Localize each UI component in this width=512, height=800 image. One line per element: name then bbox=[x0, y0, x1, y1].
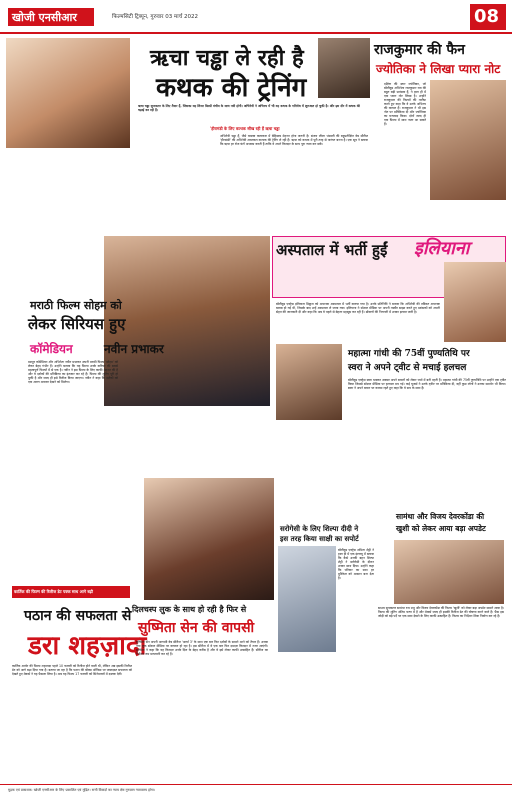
shilpa-photo bbox=[278, 546, 336, 652]
ileana-headline-1: अस्पताल में भर्ती हुईं bbox=[276, 241, 388, 259]
shilpa-headline-2: इस तरह किया साक्षी का सपोर्ट bbox=[280, 534, 359, 543]
shilpa-body: बॉलीवुड एक्ट्रेस शमिता शेट्टी ने हाल ही में एक इंटरव्यू में बताया कि कैसे उनकी बहन शिल्पा शेट्टी ने सरोगेसी के दौरान उनका साथ दिया। उन्होंने कहा कि परिवार का साथ हर मुश्किल को आसान बना देता है। bbox=[338, 548, 374, 580]
brand-name: खोजी एनसीआर bbox=[12, 11, 77, 24]
samantha-headline-2: खुशी को लेकर आया बड़ा अपडेट bbox=[396, 524, 486, 533]
pathaan-body: कार्तिक आर्यन की फिल्म शहजादा पहले 10 फरवरी को रिलीज होने वाली थी, लेकिन अब इसकी रिलीज डेट को आगे बढ़ा दिया गया है। बताया जा रहा है कि पठान की बॉक्स ऑफिस पर जबरदस्त सफलता को देखते हुए मेकर्स ने यह फैसला लिया है। अब यह फिल्म 17 फरवरी को सिनेमाघरों में दस्तक देगी। bbox=[12, 664, 132, 676]
footer-text: मुद्रक एवं प्रकाशक: खोजी एनसीआर के लिए प्रकाशित एवं मुद्रित। सभी विवादों का न्याय क्षेत्र गुरुग्राम न्यायालय होगा। bbox=[8, 788, 156, 792]
ileana-photo bbox=[444, 262, 506, 342]
ileana-headline-2: इलियाना bbox=[414, 238, 470, 259]
navin-headline-2: कॉमेडियन bbox=[30, 342, 73, 356]
page-number: 08 bbox=[474, 6, 500, 27]
jyotika-photo bbox=[430, 80, 506, 200]
richa-subhead: 'हीरामंडी के लिए कत्थक सीख रही हैं ऋचा चड्ढा bbox=[210, 126, 280, 131]
sushmita-headline-2: सुष्मिता सेन की वापसी bbox=[138, 620, 255, 636]
sushmita-headline-1: दिलचस्प लुक के साथ हो रही है फिर से bbox=[132, 604, 247, 614]
header-rule bbox=[0, 32, 512, 34]
footer-rule bbox=[0, 784, 512, 785]
edition-meta: फिल्मसिटी ट्रिब्यून, गुरुवार 03 मार्च 2022 bbox=[112, 14, 198, 20]
sushmita-body: सुष्मिता सेन अपनी आगामी वेब सीरीज 'आर्या 3' के साथ एक बार फिर दर्शकों के सामने आने को तैयार हैं। उनका नया लुक सोशल मीडिया पर वायरल हो रहा है। इस सीरीज में वे एक बार फिर दमदार किरदार में नजर आएंगी। सुष्मिता ने कहा कि यह किरदार उनके दिल के बेहद करीब है और वे इसे लेकर काफी उत्साहित हैं। सीरीज का निर्देशन राम माधवानी कर रहे हैं। bbox=[136, 640, 268, 656]
navin-headline-1: लेकर सिरियस हुए bbox=[28, 315, 126, 333]
rajkummar-photo bbox=[318, 38, 370, 98]
rajkummar-headline-2: ज्योतिका ने लिखा प्यारा नोट bbox=[376, 62, 501, 76]
richa-headline-1: ऋचा चड्ढा ले रही है bbox=[150, 45, 304, 71]
navin-caption: कार्तिक की फिल्म की रिलीज डेट पक्क साथ आगे बढ़ी bbox=[14, 589, 93, 594]
rajkummar-body: दक्षिण की स्टार ज्योतिका, जो बॉलीवुड अभिनेता राजकुमार राव की बहुत बड़ी प्रशंसक हैं, ने हाल ही में एक प्यारा नोट लिखा है। उन्होंने राजकुमार की फिल्मों की तारीफ करते हुए कहा कि वे उनके अभिनय की कायल हैं। राजकुमार ने भी इस नोट पर प्रतिक्रिया दी और ज्योतिका का धन्यवाद किया। दोनों जल्द ही एक फिल्म में साथ नजर आ सकते हैं। bbox=[384, 82, 426, 126]
navin-headline-3: नवीन प्रभाकर bbox=[104, 342, 164, 356]
richa-photo bbox=[6, 38, 130, 148]
swara-headline-1: महात्मा गांधी की 75वीं पुण्यतिथि पर bbox=[348, 349, 470, 359]
swara-photo bbox=[276, 344, 342, 420]
richa-body: अभिनेत्री चड्ढा हैं, जैसे वास्तव कलाकार में बेहिसाब मेहनत होना जरूरी है। संजय लीला भंसाली की बहुप्रतीक्षित वेब सीरीज 'हीरामंडी' की अभिनेत्री आजकल कत्थक की ट्रेनिंग ले रही हैं। ऋचा को कथक में पूरी तरह से पारंगत बनना है। एक सूत्र ने बताया कि ऋचा हर रोज घंटों अभ्यास करती हैं ताकि वे अपने किरदार के साथ पूरा न्याय कर सकें। bbox=[220, 134, 368, 146]
swara-headline-2: स्वरा ने अपने ट्वीट से मचाई हलचल bbox=[348, 363, 467, 373]
samantha-photo bbox=[394, 540, 504, 604]
rajkummar-headline-1: राजकुमार की फैन bbox=[374, 42, 465, 58]
ileana-body: बॉलीवुड एक्ट्रेस इलियाना डिक्रूज को अचानक अस्पताल में भर्ती कराया गया है। उनके प्रतिनिधि ने बताया कि अभिनेत्री की तबियत अचानक खराब हो गई थी, जिसके बाद उन्हें अस्पताल ले जाया गया। इलियाना ने सोशल मीडिया पर अपनी तस्वीर साझा करते हुए प्रशंसकों को अपनी सेहत की जानकारी दी और कहा कि अब वे पहले से बेहतर महसूस कर रही हैं। डॉक्टरों की निगरानी में उनका इलाज जारी है। bbox=[276, 302, 440, 314]
navin-body: मशहूर कॉमेडियन और अभिनेता नवीन प्रभाकर अपनी मराठी फिल्म 'सोहम' को लेकर बेहद गंभीर हैं। उन्होंने बताया कि यह फिल्म उनके करियर की सबसे महत्वपूर्ण फिल्मों में से एक है। नवीन ने इस फिल्म के लिए काफी मेहनत की है और वे दर्शकों की प्रतिक्रिया का इंतजार कर रहे हैं। फिल्म की शूटिंग पूरी हो चुकी है और जल्द ही इसे रिलीज किया जाएगा। नवीन ने कहा कि दर्शकों को एक अलग अवतार देखने को मिलेगा। bbox=[28, 360, 118, 384]
pathaan-kicker: पठान की सफलता से bbox=[24, 608, 132, 624]
samantha-headline-1: सामंथा और विजय देवरकोंडा की bbox=[396, 512, 485, 521]
shilpa-headline-1: सरोगेसी के लिए शिल्पा दीदी ने bbox=[280, 524, 359, 533]
navin-kicker: मराठी फिल्म सोहम को bbox=[30, 299, 122, 312]
sushmita-photo bbox=[144, 478, 274, 600]
richa-intro: ऋचा चड्ढा सुपरस्टार के लिए तैयार हैं, जिसका यह शिरल बिल्डी मंचीय के साथ नयी होगी। अभिनेत्री ने अभिनय में भी वह कथक के गतिरोध में शुरुआत हो चुकी है। और इस दौर में कथक की चढ़ाई कर रही हैं। bbox=[138, 104, 360, 112]
richa-headline-2: कथक की ट्रेनिंग bbox=[156, 73, 307, 103]
swara-body: बॉलीवुड एक्ट्रेस स्वरा भास्कर अक्सर अपने बयानों को लेकर चर्चा में बनी रहती हैं। महात्मा गांधी की 75वीं पुण्यतिथि पर उन्होंने एक ट्वीट किया जिससे सोशल मीडिया पर हलचल मच गई। कई यूजर्स ने उनके ट्वीट पर प्रतिक्रिया दी, वहीं कुछ लोगों ने उनका समर्थन भी किया। स्वरा ने अपने बयान पर कायम रहते हुए कहा कि वे सच के साथ हैं। bbox=[348, 378, 506, 390]
navin-photo bbox=[104, 236, 270, 406]
masthead bbox=[0, 0, 512, 34]
samantha-body: साउथ सुपरस्टार सामंथा रुथ प्रभु और विजय देवरकोंडा की फिल्म 'खुशी' को लेकर बड़ा अपडेट सामने आया है। फिल्म की शूटिंग अंतिम चरण में है और मेकर्स जल्द ही इसकी रिलीज डेट की घोषणा करने वाले हैं। फैंस इस जोड़ी को बड़े पर्दे पर एक साथ देखने के लिए काफी उत्साहित हैं। फिल्म का निर्देशन शिवा निर्वाण कर रहे हैं। bbox=[378, 606, 504, 618]
pathaan-headline: डरा शहज़ादा bbox=[28, 631, 147, 661]
